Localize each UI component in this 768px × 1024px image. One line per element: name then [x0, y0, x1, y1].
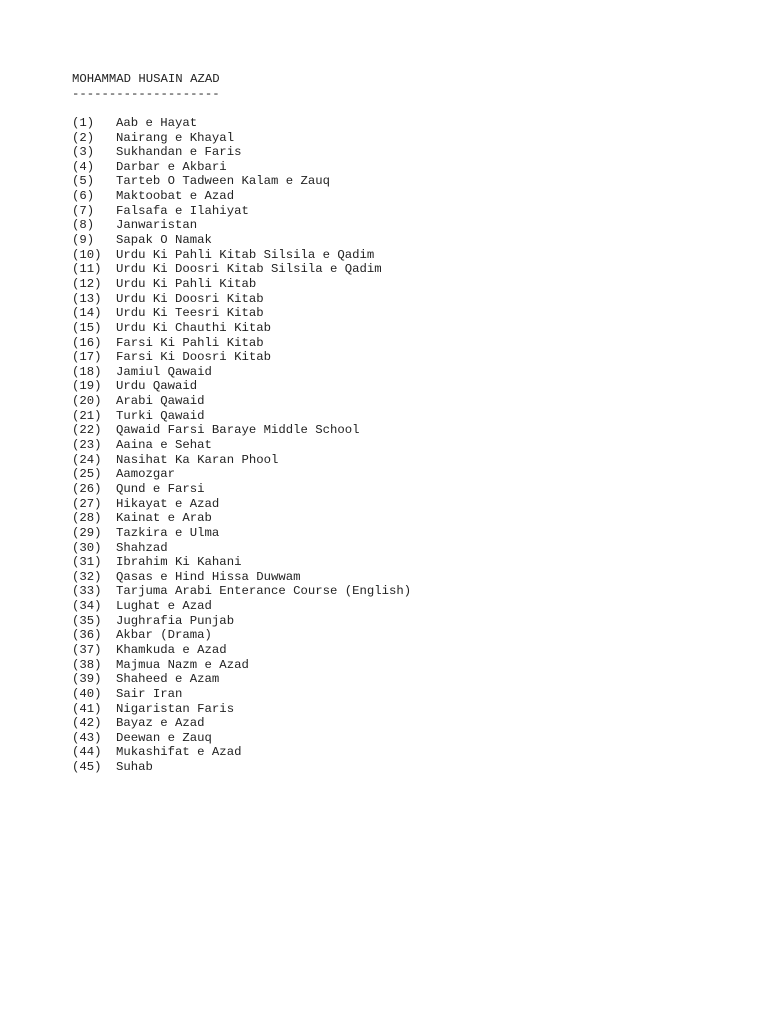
- item-title: Sukhandan e Faris: [116, 145, 242, 160]
- item-title: Sapak O Namak: [116, 233, 212, 248]
- item-title: Nigaristan Faris: [116, 701, 235, 716]
- list-item: [72, 482, 732, 497]
- item-title: Tarteb O Tadween Kalam e Zauq: [116, 174, 331, 189]
- item-number: (6): [72, 189, 95, 204]
- list-item: [72, 614, 732, 629]
- item-number: (30): [72, 540, 102, 555]
- item-number: (5): [72, 174, 95, 189]
- list-item: [72, 599, 732, 614]
- item-number: (15): [72, 320, 102, 335]
- list-item: [72, 555, 732, 570]
- list-item: [72, 379, 732, 394]
- item-title: Ibrahim Ki Kahani: [116, 555, 242, 570]
- item-number: (28): [72, 511, 102, 526]
- item-number: (43): [72, 730, 102, 745]
- item-title: Darbar e Akbari: [116, 159, 227, 174]
- item-number: (11): [72, 262, 102, 277]
- item-title: Urdu Ki Doosri Kitab Silsila e Qadim: [116, 262, 382, 277]
- item-title: Urdu Qawaid: [116, 379, 198, 394]
- item-title: Mukashifat e Azad: [116, 745, 242, 760]
- item-number: (18): [72, 364, 102, 379]
- item-title: Qasas e Hind Hissa Duwwam: [116, 569, 301, 584]
- item-title: Nairang e Khayal: [116, 130, 235, 145]
- list-item: [72, 350, 732, 365]
- item-title: Turki Qawaid: [116, 408, 205, 423]
- item-title: Majmua Nazm e Azad: [116, 657, 249, 672]
- list-item: [72, 687, 732, 702]
- item-number: (40): [72, 686, 102, 701]
- item-number: (2): [72, 130, 95, 145]
- list-item: [72, 116, 732, 131]
- item-number: (17): [72, 350, 102, 365]
- item-title: Aaina e Sehat: [116, 438, 212, 453]
- list-item: [72, 497, 732, 512]
- item-number: (3): [72, 145, 95, 160]
- item-title: Urdu Ki Chauthi Kitab: [116, 320, 271, 335]
- item-title: Deewan e Zauq: [116, 730, 212, 745]
- list-item: [72, 218, 732, 233]
- list-item: [72, 511, 732, 526]
- item-number: (21): [72, 408, 102, 423]
- item-title: Bayaz e Azad: [116, 716, 205, 731]
- item-title: Sair Iran: [116, 686, 183, 701]
- document-page: [72, 72, 732, 775]
- list-item: [72, 292, 732, 307]
- item-number: (42): [72, 716, 102, 731]
- item-title: Aamozgar: [116, 467, 176, 482]
- item-title: Farsi Ki Doosri Kitab: [116, 350, 271, 365]
- item-number: (32): [72, 569, 102, 584]
- item-number: (7): [72, 203, 95, 218]
- item-title: Arabi Qawaid: [116, 394, 205, 409]
- list-item: [72, 745, 732, 760]
- item-number: (23): [72, 438, 102, 453]
- item-title: Lughat e Azad: [116, 599, 212, 614]
- list-item: [72, 365, 732, 380]
- list-item: [72, 145, 732, 160]
- list-item: [72, 233, 732, 248]
- item-title: Janwaristan: [116, 218, 198, 233]
- list-item: [72, 204, 732, 219]
- item-number: (37): [72, 642, 102, 657]
- item-number: (27): [72, 496, 102, 511]
- list-item: [72, 160, 732, 175]
- item-number: (13): [72, 291, 102, 306]
- list-item: [72, 584, 732, 599]
- item-title: Urdu Ki Doosri Kitab: [116, 291, 264, 306]
- item-number: (26): [72, 481, 102, 496]
- item-title: Urdu Ki Teesri Kitab: [116, 306, 264, 321]
- list-item: [72, 394, 732, 409]
- heading-underline: --------------------: [72, 86, 220, 101]
- list-item: [72, 570, 732, 585]
- item-title: Suhab: [116, 760, 153, 775]
- list-item: [72, 467, 732, 482]
- list-item: [72, 409, 732, 424]
- item-title: Maktoobat e Azad: [116, 189, 235, 204]
- list-item: [72, 628, 732, 643]
- list-item: [72, 672, 732, 687]
- list-item: [72, 336, 732, 351]
- item-number: (31): [72, 555, 102, 570]
- list-item: [72, 453, 732, 468]
- list-item: [72, 306, 732, 321]
- item-number: (24): [72, 452, 102, 467]
- list-item: [72, 541, 732, 556]
- document-heading: MOHAMMAD HUSAIN AZAD: [72, 72, 220, 86]
- item-title: Qund e Farsi: [116, 481, 205, 496]
- list-item: [72, 174, 732, 189]
- item-title: Urdu Ki Pahli Kitab Silsila e Qadim: [116, 247, 375, 262]
- blank-line: [72, 101, 732, 116]
- item-title: Akbar (Drama): [116, 628, 212, 643]
- item-number: (14): [72, 306, 102, 321]
- book-list: [72, 116, 732, 775]
- list-item: [72, 321, 732, 336]
- item-number: (8): [72, 218, 95, 233]
- item-number: (22): [72, 423, 102, 438]
- item-title: Shahzad: [116, 540, 168, 555]
- item-number: (36): [72, 628, 102, 643]
- item-number: (9): [72, 233, 95, 248]
- item-number: (34): [72, 599, 102, 614]
- list-item: [72, 643, 732, 658]
- list-item: [72, 702, 732, 717]
- list-item: [72, 277, 732, 292]
- list-item: [72, 716, 732, 731]
- item-number: (12): [72, 276, 102, 291]
- item-title: Farsi Ki Pahli Kitab: [116, 335, 264, 350]
- list-item: [72, 526, 732, 541]
- item-number: (44): [72, 745, 102, 760]
- item-number: (33): [72, 584, 102, 599]
- item-title: Jamiul Qawaid: [116, 364, 212, 379]
- item-title: Jughrafia Punjab: [116, 613, 235, 628]
- item-title: Qawaid Farsi Baraye Middle School: [116, 423, 360, 438]
- item-title: Falsafa e Ilahiyat: [116, 203, 249, 218]
- item-number: (16): [72, 335, 102, 350]
- item-title: Aab e Hayat: [116, 115, 198, 130]
- list-item: [72, 658, 732, 673]
- item-title: Khamkuda e Azad: [116, 642, 227, 657]
- item-title: Nasihat Ka Karan Phool: [116, 452, 279, 467]
- item-title: Kainat e Arab: [116, 511, 212, 526]
- item-number: (4): [72, 159, 95, 174]
- item-number: (45): [72, 760, 102, 775]
- item-number: (29): [72, 525, 102, 540]
- list-item: [72, 438, 732, 453]
- item-title: Urdu Ki Pahli Kitab: [116, 276, 257, 291]
- item-title: Tarjuma Arabi Enterance Course (English): [116, 584, 412, 599]
- list-item: [72, 731, 732, 746]
- list-item: [72, 760, 732, 775]
- list-item: [72, 423, 732, 438]
- item-title: Hikayat e Azad: [116, 496, 220, 511]
- item-number: (39): [72, 672, 102, 687]
- list-item: [72, 248, 732, 263]
- item-number: (20): [72, 394, 102, 409]
- list-item: [72, 262, 732, 277]
- item-number: (38): [72, 657, 102, 672]
- item-title: Shaheed e Azam: [116, 672, 220, 687]
- item-number: (35): [72, 613, 102, 628]
- item-number: (25): [72, 467, 102, 482]
- item-number: (10): [72, 247, 102, 262]
- list-item: [72, 189, 732, 204]
- item-number: (1): [72, 115, 95, 130]
- item-title: Tazkira e Ulma: [116, 525, 220, 540]
- item-number: (41): [72, 701, 102, 716]
- item-number: (19): [72, 379, 102, 394]
- list-item: [72, 131, 732, 146]
